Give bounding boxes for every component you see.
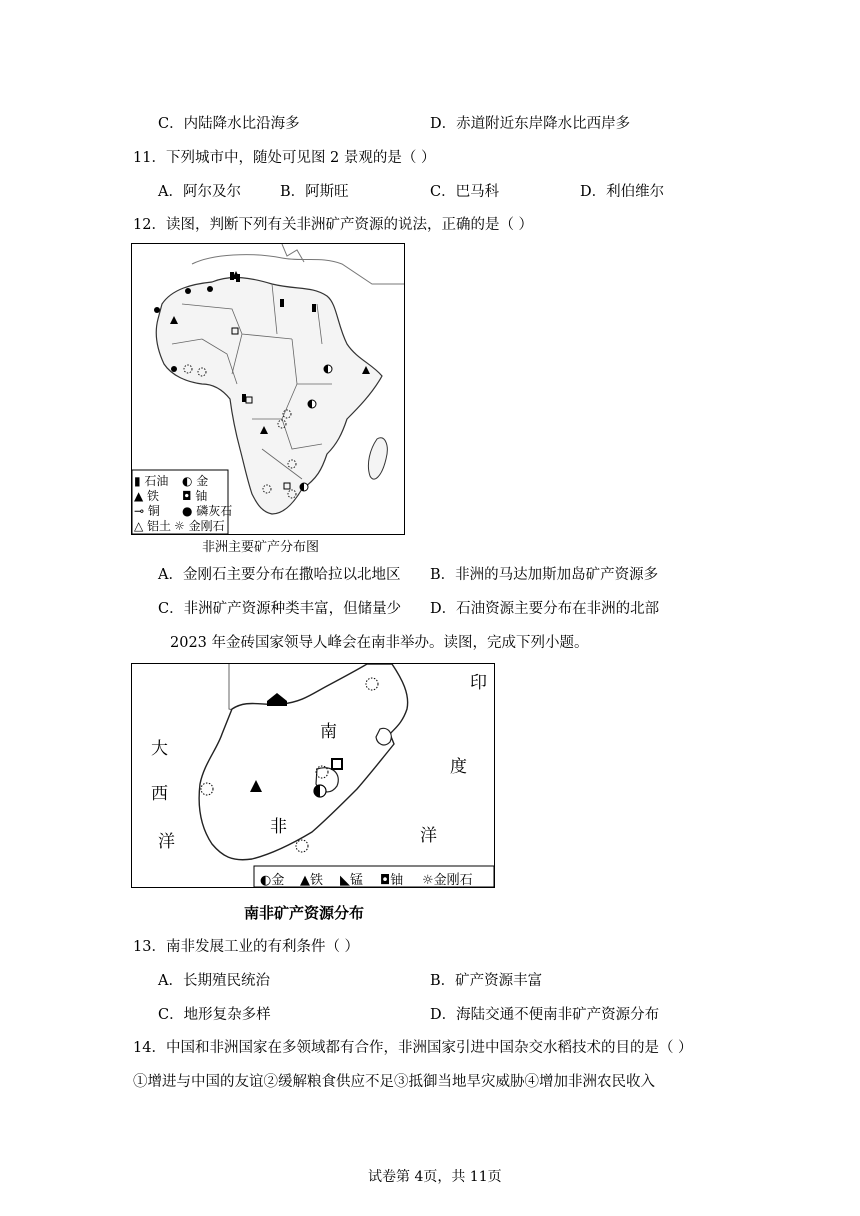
south-africa-map-caption: 南非矿产资源分布 [244, 904, 365, 922]
q13-option-d: D．海陆交通不便南非矿产资源分布 [430, 1007, 660, 1023]
south-africa-label-2: 非 [270, 817, 287, 837]
q11-option-a: A．阿尔及尔 [158, 184, 241, 200]
legend-iron-label: 铁 [147, 489, 160, 503]
indian-label-2: 度 [450, 757, 467, 777]
south-africa-mineral-map [131, 663, 495, 888]
legend-gold: ◐ 金 [182, 474, 209, 488]
africa-map-graphic [132, 244, 404, 534]
legend-oil-label: 石油 [144, 474, 169, 488]
sa-legend-iron-label: 铁 [310, 873, 324, 888]
group-intro: 2023 年金砖国家领导人峰会在南非举办。读图，完成下列小题。 [170, 635, 589, 651]
q13-stem: 13．南非发展工业的有利条件（ ） [133, 939, 360, 955]
legend-phosphate: ● 磷灰石 [182, 504, 233, 518]
legend-bauxite: △ 铝土 [134, 519, 172, 533]
sa-legend-gold: ◐金 [260, 873, 285, 888]
indian-label-3: 洋 [420, 826, 437, 846]
q11-option-d: D．利伯维尔 [580, 184, 665, 200]
sa-legend-diamond-label: 金刚石 [433, 873, 473, 888]
q11-option-c: C．巴马科 [430, 184, 500, 200]
africa-mineral-map [131, 243, 405, 535]
atlantic-label-2: 西 [151, 784, 168, 804]
legend-diamond-label: 金刚石 [188, 519, 225, 533]
page-footer: 试卷第 4页，共 11页 [368, 1169, 502, 1185]
q11-option-b: B．阿斯旺 [280, 184, 349, 200]
q12-option-d: D．石油资源主要分布在非洲的北部 [430, 601, 660, 617]
sa-legend-iron: ▲铁 [300, 873, 324, 888]
q10-option-c: C．内陆降水比沿海多 [158, 116, 300, 132]
sa-uranium-symbol [332, 759, 342, 769]
legend-uranium: ◘ 铀 [182, 489, 208, 503]
sa-legend-uranium-label: 铀 [390, 873, 404, 888]
q11-stem: 11．下列城市中，随处可见图 2 景观的是（ ） [133, 150, 436, 166]
q13-option-c: C．地形复杂多样 [158, 1007, 271, 1023]
q14-items: ①增进与中国的友谊②缓解粮食供应不足③抵御当地旱灾威胁④增加非洲农民收入 [133, 1074, 655, 1090]
legend-diamond: ☼ 金刚石 [174, 519, 225, 533]
legend-uranium-label: 铀 [195, 489, 208, 503]
sa-legend-uranium: ◘铀 [380, 873, 404, 888]
q10-option-d: D．赤道附近东岸降水比西岸多 [430, 116, 631, 132]
q14-stem: 14．中国和非洲国家在多领域都有合作，非洲国家引进中国杂交水稻技术的目的是（ ） [133, 1040, 693, 1056]
legend-copper-label: 铜 [147, 504, 160, 518]
sa-legend-manganese-label: 锰 [350, 873, 364, 888]
atlantic-label-1: 大 [151, 739, 168, 759]
q12-option-b: B．非洲的马达加斯加岛矿产资源多 [430, 567, 659, 583]
atlantic-label-3: 洋 [158, 832, 175, 852]
q12-option-c: C．非洲矿产资源种类丰富，但储量少 [158, 601, 402, 617]
africa-map-caption: 非洲主要矿产分布图 [202, 540, 320, 555]
q13-option-b: B．矿产资源丰富 [430, 973, 543, 989]
q13-option-a: A．长期殖民统治 [158, 973, 270, 989]
sa-legend-manganese: ◣锰 [340, 873, 364, 888]
legend-bauxite-label: 铝土 [147, 519, 172, 533]
sa-legend-diamond: ☼金刚石 [422, 873, 473, 888]
legend-copper: ⊸ 铜 [134, 504, 160, 518]
indian-label-1: 印 [470, 673, 487, 693]
q12-stem: 12．读图，判断下列有关非洲矿产资源的说法，正确的是（ ） [133, 217, 534, 233]
phosphate-symbol [185, 288, 191, 294]
legend-oil: ▮ 石油 [134, 474, 169, 488]
sa-manganese-symbol [267, 693, 287, 706]
legend-iron: ▲ 铁 [134, 489, 160, 503]
sa-legend-gold-label: 金 [271, 873, 285, 888]
q12-option-a: A．金刚石主要分布在撒哈拉以北地区 [158, 567, 401, 583]
south-africa-label-1: 南 [320, 722, 337, 742]
south-africa-map-graphic [132, 664, 494, 887]
legend-phosphate-label: 磷灰石 [196, 504, 233, 518]
legend-gold-label: 金 [196, 474, 209, 488]
